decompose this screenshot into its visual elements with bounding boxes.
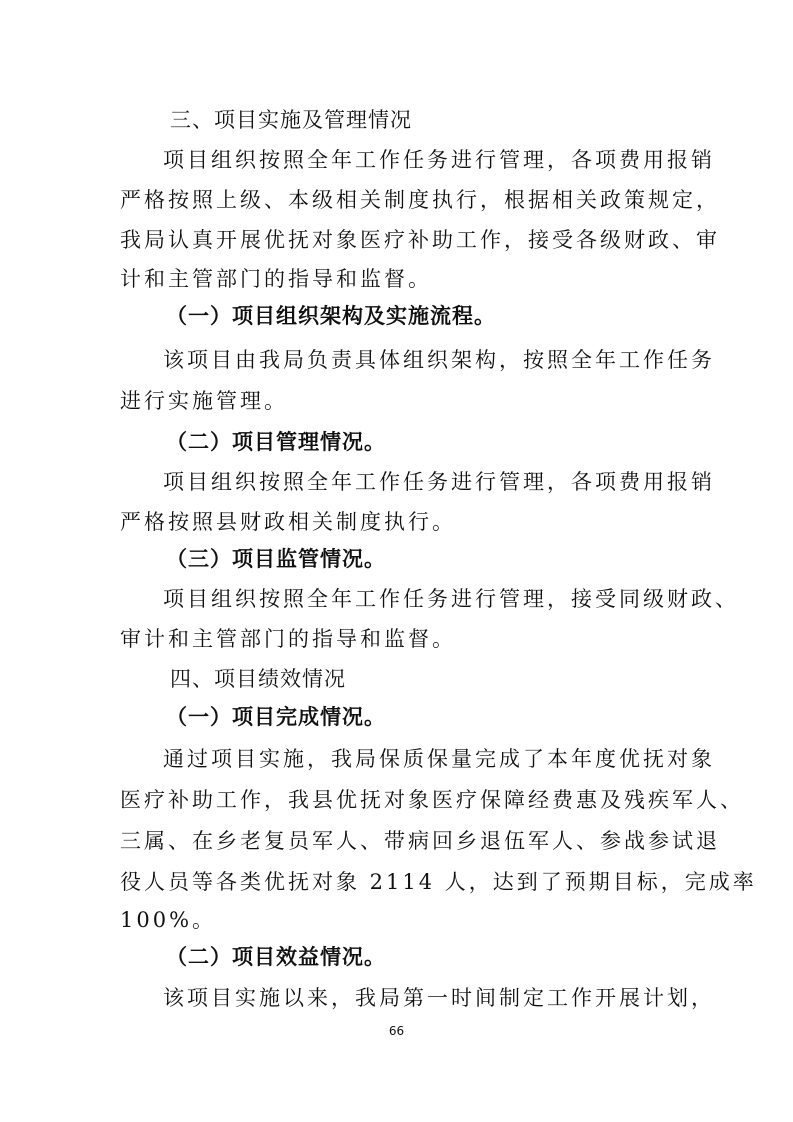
paragraph-line: 该项目实施以来，我局第一时间制定工作开展计划， bbox=[163, 986, 715, 1010]
paragraph-line: 审计和主管部门的指导和监督。 bbox=[120, 627, 456, 651]
subsection-3-2-title: （二）项目管理情况。 bbox=[166, 430, 386, 454]
paragraph-line: 进行实施管理。 bbox=[120, 389, 288, 413]
paragraph-line: 计和主管部门的指导和监督。 bbox=[120, 267, 432, 291]
paragraph-line: 通过项目实施，我局保质保量完成了本年度优抚对象 bbox=[163, 747, 715, 771]
paragraph-line: 医疗补助工作，我县优抚对象医疗保障经费惠及残疾军人、 bbox=[120, 788, 744, 812]
subsection-3-3-title: （三）项目监管情况。 bbox=[166, 547, 386, 571]
paragraph-line: 三属、在乡老复员军人、带病回乡退伍军人、参战参试退 bbox=[120, 829, 720, 853]
subsection-3-1-title: （一）项目组织架构及实施流程。 bbox=[166, 304, 496, 328]
page-number: 66 bbox=[388, 1024, 405, 1038]
section-3-title: 三、项目实施及管理情况 bbox=[170, 108, 412, 132]
paragraph-line: 项目组织按照全年工作任务进行管理，各项费用报销 bbox=[163, 148, 715, 172]
paragraph-line: 我局认真开展优抚对象医疗补助工作，接受各级财政、审 bbox=[120, 228, 720, 252]
subsection-4-2-title: （二）项目效益情况。 bbox=[166, 945, 386, 969]
subsection-4-1-title: （一）项目完成情况。 bbox=[166, 705, 386, 729]
paragraph-line: 严格按照县财政相关制度执行。 bbox=[120, 510, 456, 534]
paragraph-line: 项目组织按照全年工作任务进行管理，各项费用报销 bbox=[163, 470, 715, 494]
paragraph-line: 项目组织按照全年工作任务进行管理，接受同级财政、 bbox=[163, 587, 739, 611]
paragraph-line: 严格按照上级、本级相关制度执行，根据相关政策规定， bbox=[120, 188, 720, 212]
paragraph-line: 役人员等各类优抚对象 2114 人，达到了预期目标，完成率 bbox=[120, 870, 757, 894]
section-4-title: 四、项目绩效情况 bbox=[170, 667, 346, 691]
paragraph-line: 100%。 bbox=[120, 908, 217, 932]
paragraph-line: 该项目由我局负责具体组织架构，按照全年工作任务 bbox=[163, 348, 715, 372]
